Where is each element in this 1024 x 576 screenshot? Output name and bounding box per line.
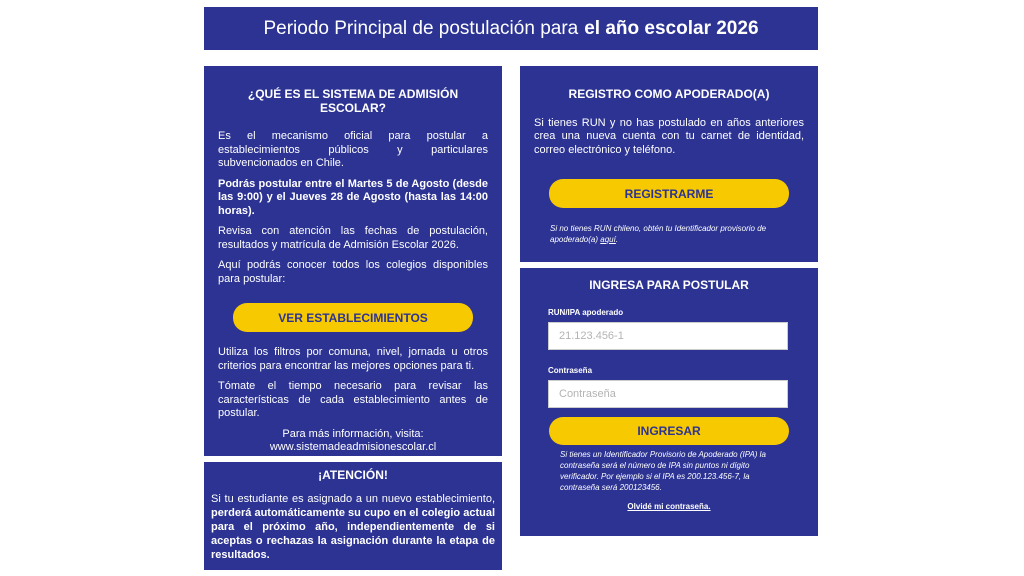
- about-panel: [204, 66, 502, 456]
- run-input[interactable]: [548, 322, 788, 350]
- login-heading: INGRESA PARA POSTULAR: [589, 278, 749, 292]
- banner-title: Periodo Principal de postulación para: [263, 17, 579, 39]
- aqui-link[interactable]: aquí: [600, 235, 616, 244]
- register-note-end: .: [615, 235, 619, 244]
- about-heading: ¿QUÉ ES EL SISTEMA DE ADMISIÓN ESCOLAR?: [247, 87, 459, 115]
- register-text: Si tienes RUN y no has postulado en años anteriores crea una nueva cuenta con tu carnet de identidad, correo electrónico y teléfono.: [534, 116, 804, 156]
- attention-panel: [204, 462, 502, 570]
- about-text-6: Tómate el tiempo necesario para revisar las características de cada establecimiento antes de postular.: [218, 380, 488, 419]
- registrarme-button[interactable]: REGISTRARME: [549, 179, 789, 208]
- attention-heading: ¡ATENCIÓN!: [318, 468, 388, 482]
- attention-text-bold: perderá automáticamente su cupo en el colegio actual para el próximo año, independientemente de si aceptas o rechazas la asignación durante la etapa de resultados.: [211, 507, 495, 561]
- password-input[interactable]: [548, 380, 788, 408]
- password-label: Contraseña: [548, 366, 593, 375]
- about-text-5: Utiliza los filtros por comuna, nivel, jornada u otros criterios para encontrar las mejores opciones para ti.: [218, 346, 488, 372]
- about-text-1: Es el mecanismo oficial para postular a establecimientos públicos y particulares subvencionados en Chile.: [218, 130, 488, 169]
- about-dates: Podrás postular entre el Martes 5 de Agosto (desde las 9:00) y el Jueves 28 de Agosto (hasta las 14:00 horas).: [218, 177, 488, 217]
- login-panel: [520, 268, 818, 536]
- header-banner: [204, 7, 818, 50]
- register-note-text: Si no tienes RUN chileno, obtén tu Identificador provisorio de apoderado(a): [550, 224, 767, 244]
- about-text-3: Revisa con atención las fechas de postulación, resultados y matrícula de Admisión Escolar 2026.: [218, 225, 488, 251]
- ingresar-button[interactable]: INGRESAR: [549, 417, 789, 445]
- attention-text-regular: Si tu estudiante es asignado a un nuevo establecimiento,: [211, 493, 495, 505]
- ipa-note: Si tienes un Identificador Provisorio de Apoderado (IPA) la contraseña será el número de IPA sin puntos ni dígito verificador. Por ejemplo si el IPA es 200.123.456-7, la contraseña será 200123456.: [560, 450, 766, 492]
- forgot-password-link[interactable]: Olvidé mi contraseña.: [627, 502, 711, 511]
- about-text-4: Aquí podrás conocer todos los colegios disponibles para postular:: [218, 259, 488, 285]
- banner-title-year: el año escolar 2026: [584, 17, 759, 39]
- register-heading: REGISTRO COMO APODERADO(A): [568, 87, 770, 101]
- register-note: [550, 223, 804, 245]
- more-info-text: Para más información, visita:: [282, 427, 424, 440]
- website-url: www.sistemadeadmisionescolar.cl: [269, 441, 437, 453]
- run-label: RUN/IPA apoderado: [548, 308, 624, 317]
- ver-establecimientos-button[interactable]: VER ESTABLECIMIENTOS: [233, 303, 473, 332]
- register-panel: [520, 66, 818, 262]
- attention-text: [211, 492, 495, 562]
